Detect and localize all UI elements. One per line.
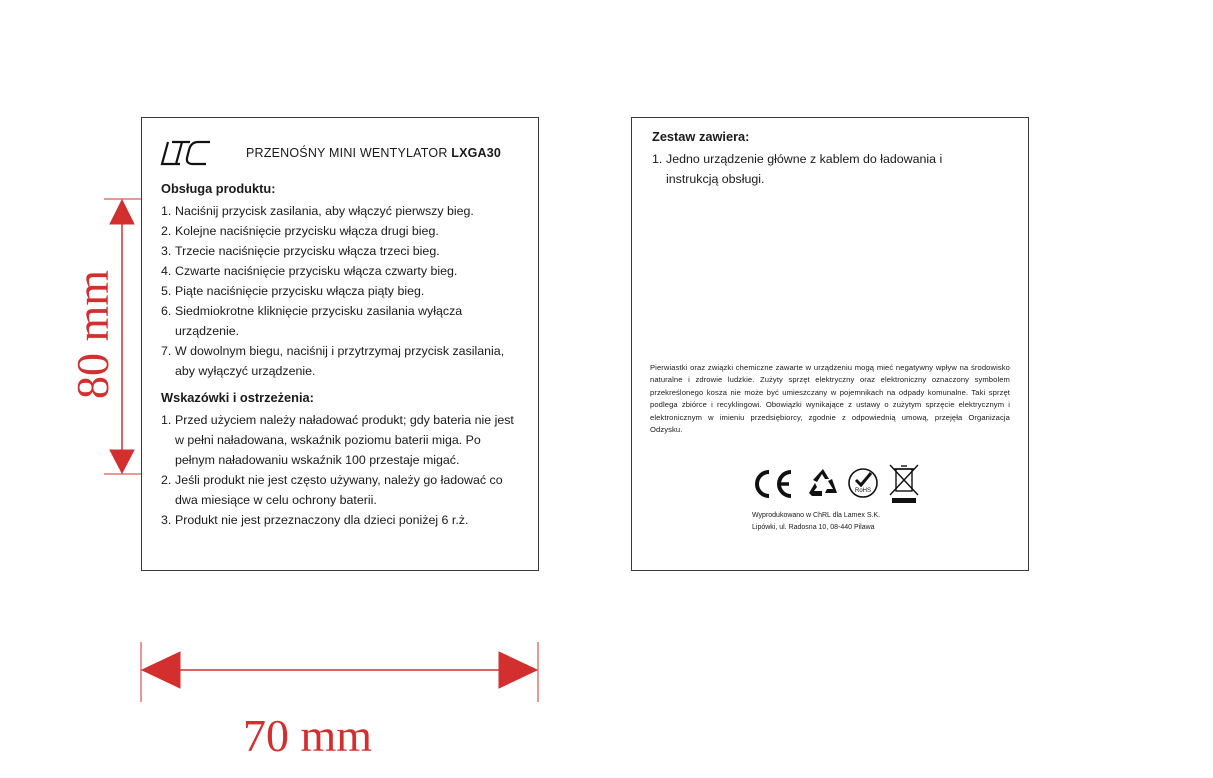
- ce-mark-icon: [750, 469, 794, 499]
- usage-heading: Obsługa produktu:: [161, 181, 276, 196]
- contents-heading: Zestaw zawiera:: [652, 129, 750, 144]
- model-number: LXGA30: [451, 146, 502, 160]
- rohs-icon: [847, 467, 879, 499]
- list-item: 3. Produkt nie jest przeznaczony dla dzieci poniżej 6 r.ż.: [161, 513, 469, 527]
- list-item: 1. Naciśnij przycisk zasilania, aby włączyć pierwszy bieg.: [161, 204, 474, 218]
- contents-section: [652, 126, 1014, 189]
- certification-symbols: [750, 463, 930, 509]
- manufacturer-info: [752, 510, 880, 534]
- weee-bin-icon: [886, 463, 922, 505]
- recycle-icon: [806, 466, 840, 500]
- usage-section: [161, 178, 524, 381]
- list-item: 5. Piąte naciśnięcie przycisku włącza piąty bieg.: [161, 284, 425, 298]
- rohs-text: RoHS: [854, 488, 872, 494]
- list-item: 1. Jedno urządzenie główne z kablem do ładowania i instrukcją obsługi.: [652, 152, 943, 186]
- list-item: 1. Przed użyciem należy naładować produkt; gdy bateria nie jest w pełni naładowana, wskaźnik poziomu baterii miga. Po pełnym naładowaniu wskaźnik 100 przestaje migać.: [161, 413, 514, 467]
- list-item: 2. Jeśli produkt nie jest często używany, należy go ładować co dwa miesiące w celu ochrony baterii.: [161, 473, 503, 507]
- list-item: 4. Czwarte naciśnięcie przycisku włącza czwarty bieg.: [161, 264, 458, 278]
- front-label-card: [141, 117, 539, 571]
- list-item: 3. Trzecie naciśnięcie przycisku włącza trzeci bieg.: [161, 244, 440, 258]
- list-item: 2. Kolejne naciśnięcie przycisku włącza drugi bieg.: [161, 224, 439, 238]
- warnings-heading: Wskazówki i ostrzeżenia:: [161, 390, 314, 405]
- warnings-section: [161, 387, 524, 530]
- back-label-card: [631, 117, 1029, 571]
- manufacturer-line: Wyprodukowano w ChRL dla Lamex S.K.: [752, 512, 881, 519]
- list-item: 7. W dowolnym biegu, naciśnij i przytrzymaj przycisk zasilania, aby wyłączyć urządzenie.: [161, 344, 505, 378]
- height-dimension-label: 80 mm: [67, 269, 119, 400]
- manufacturer-address: Lipówki, ul. Radosna 10, 08-440 Pilawa: [752, 524, 875, 531]
- list-item: 6. Siedmiokrotne kliknięcie przycisku zasilania wyłącza urządzenie.: [161, 304, 463, 338]
- product-title: PRZENOŚNY MINI WENTYLATOR LXGA30: [246, 146, 502, 160]
- ltc-logo: [160, 136, 228, 166]
- width-dimension-label: 70 mm: [243, 710, 373, 761]
- recycling-notice: Pierwiastki oraz związki chemiczne zawarte w urządzeniu mogą mieć negatywny wpływ na środowisko naturalne i zdrowie ludzkie. Zużyty sprzęt elektryczny oraz elektroniczny oznaczony symbolem przekreślonego kosza nie może być umieszczany w pojemnikach na odpady komunalne. Taki sprzęt podlega zbiórce i recyklingowi. Obowiązki wynikające z ustawy o zużytym sprzęcie elektrycznym i elektronicznym w imieniu przedsiębiorcy, zgodnie z odpowiednią umową, przejęła Organizacja Odzysku.: [650, 363, 1010, 435]
